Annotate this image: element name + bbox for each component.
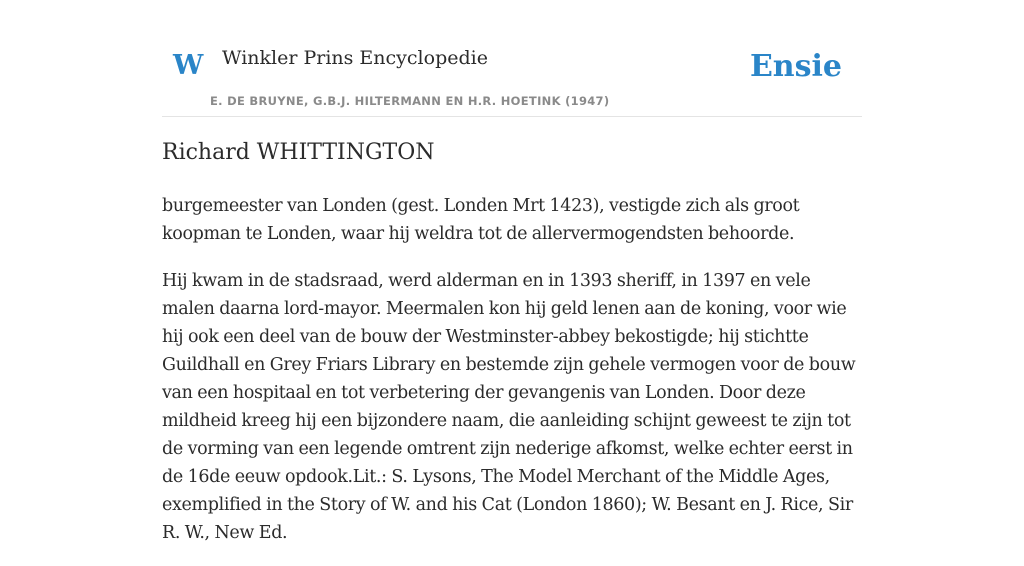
book-header xyxy=(162,0,862,117)
page-container xyxy=(162,0,862,543)
book-logo[interactable]: W xyxy=(173,50,204,81)
site-logo[interactable]: Ensie xyxy=(749,49,842,84)
entry-body xyxy=(162,192,862,566)
entry-paragraph: burgemeester van Londen (gest. Londen Mrt 1423), vestigde zich als groot koopman te Londen, waar hij weldra tot de allervermogendsten behoorde. xyxy=(162,196,800,244)
book-title[interactable]: Winkler Prins Encyclopedie xyxy=(222,47,488,69)
entry-title: Richard WHITTINGTON xyxy=(162,140,435,165)
entry-paragraph: Hij kwam in de stadsraad, werd alderman en in 1393 sheriff, in 1397 en vele malen daarna lord-mayor. Meermalen kon hij geld lenen aan de koning, voor wie hij ook een deel van de bouw der Westminster-abbey bekostigde; hij stichtte Guildhall en Grey Friars Library en bestemde zijn gehele vermogen voor de bouw van een hospitaal en tot verbetering der gevangenis van Londen. Door deze mildheid kreeg hij een bijzondere naam, die aanleiding schijnt geweest te zijn tot de vorming van een legende omtrent zijn nederige afkomst, welke echter eerst in de 16de eeuw opdook.Lit.: S. Lysons, The Model Merchant of the Middle Ages, exemplified in the Story of W. and his Cat (London 1860); W. Besant en J. Rice, Sir R. W., New Ed. xyxy=(162,271,856,543)
book-authors: E. DE BRUYNE, G.B.J. HILTERMANN EN H.R. HOETINK (1947) xyxy=(210,94,610,108)
